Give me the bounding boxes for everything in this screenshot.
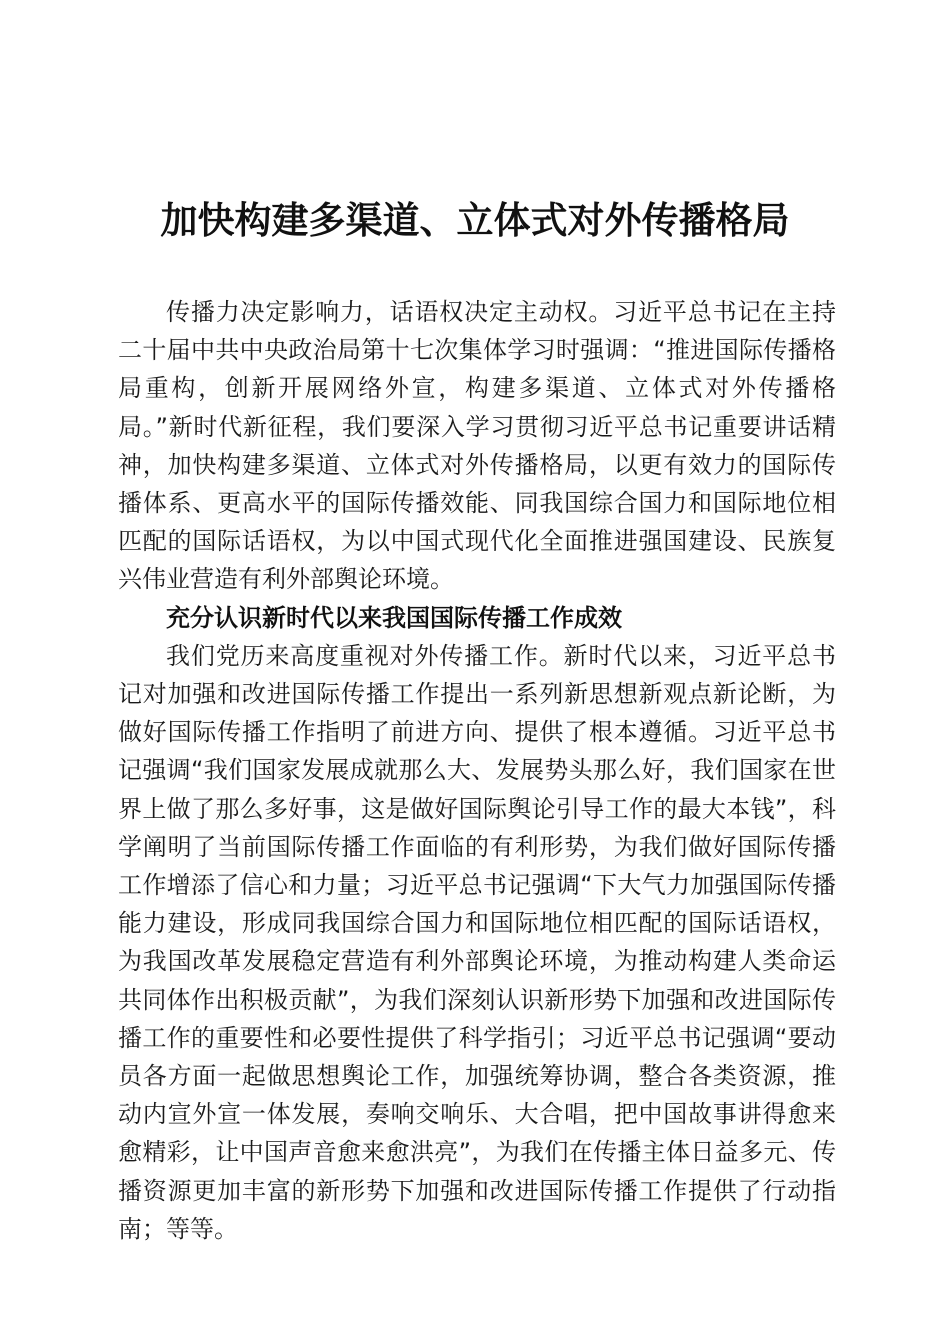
section-paragraph: 我们党历来高度重视对外传播工作。新时代以来，习近平总书记对加强和改进国际传播工作提出一系列新思想新观点新论断，为做好国际传播工作指明了前进方向、提供了根本遵循。习近平总书记强调“我们国家发展成就那么大、发展势头那么好，我们国家在世界上做了那么多好事，这是做好国际舆论引导工作的最大本钱”，科学阐明了当前国际传播工作面临的有利形势，为我们做好国际传播工作增添了信心和力量；习近平总书记强调“下大气力加强国际传播能力建设，形成同我国综合国力和国际地位相匹配的国际话语权，为我国改革发展稳定营造有利外部舆论环境，为推动构建人类命运共同体作出积极贡献”，为我们深刻认识新形势下加强和改进国际传播工作的重要性和必要性提供了科学指引；习近平总书记强调“要动员各方面一起做思想舆论工作，加强统筹协调，整合各类资源，推动内宣外宣一体发展，奏响交响乐、大合唱，把中国故事讲得愈来愈精彩，让中国声音愈来愈洪亮”，为我们在传播主体日益多元、传播资源更加丰富的新形势下加强和改进国际传播工作提供了行动指南；等等。 xyxy=(118,641,836,1243)
section-heading: 充分认识新时代以来我国国际传播工作成效 xyxy=(166,603,622,632)
document-title: 加快构建多渠道、立体式对外传播格局 xyxy=(160,198,790,242)
intro-paragraph: 传播力决定影响力，话语权决定主动权。习近平总书记在主持二十届中共中央政治局第十七次集体学习时强调：“推进国际传播格局重构，创新开展网络外宣，构建多渠道、立体式对外传播格局。”新时代新征程，我们要深入学习贯彻习近平总书记重要讲话精神，加快构建多渠道、立体式对外传播格局，以更有效力的国际传播体系、更高水平的国际传播效能、同我国综合国力和国际地位相匹配的国际话语权，为以中国式现代化全面推进强国建设、民族复兴伟业营造有利外部舆论环境。 xyxy=(118,298,836,594)
document-body xyxy=(118,293,836,1248)
